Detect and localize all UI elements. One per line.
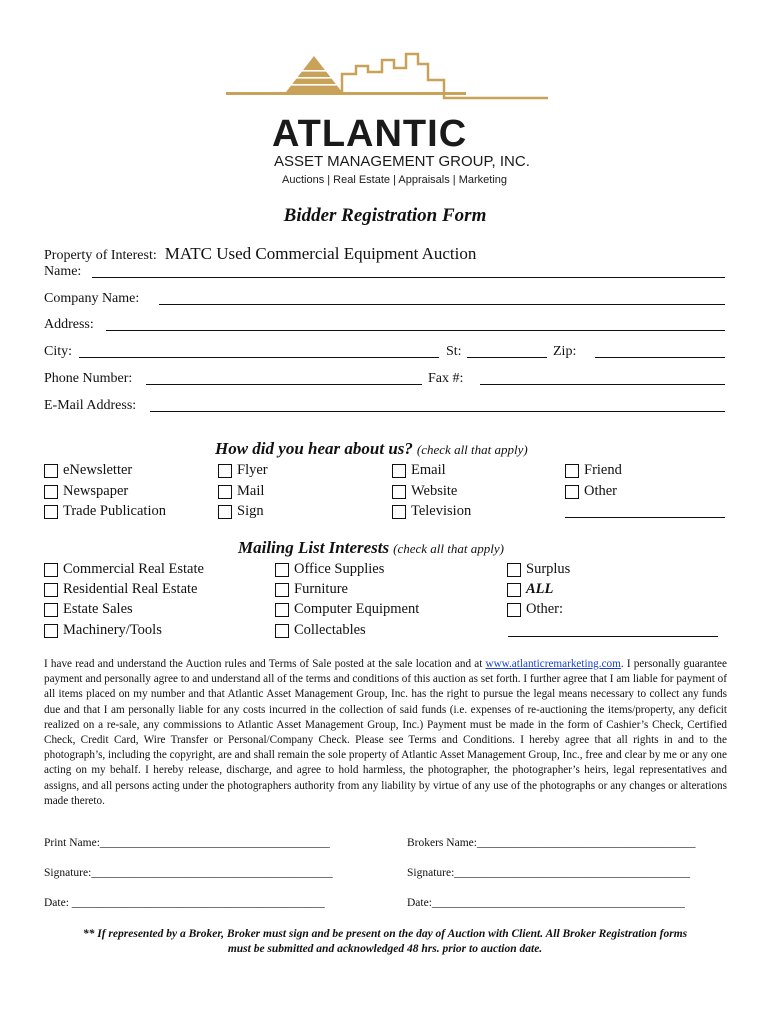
checkbox-box[interactable] bbox=[44, 624, 58, 638]
email-field[interactable] bbox=[150, 411, 725, 412]
checkbox-box[interactable] bbox=[507, 603, 521, 617]
fax-label: Fax #: bbox=[428, 371, 464, 386]
phone-field[interactable] bbox=[146, 384, 422, 385]
checkbox-box[interactable] bbox=[275, 563, 289, 577]
checkbox-other-interest[interactable] bbox=[507, 601, 563, 618]
terms-text-after: . I personally guarantee payment and personally agree to and understand all of the terms and conditions of this auction as set forth. I further agree that I am liable for payment of all items placed on my number and that Atlantic Asset Management Group, Inc. has the right to pursue the legal means necessary to collect any funds due and that I am personally liable for any costs incurred in the collection of said funds (i.e. expenses of re-auctioning the items/property, any deficit realized on a re-sale, any commissions to Atlantic Asset Management Group, Inc.) Payment must be made in the form of Cashier’s Check, Certified Check, Credit Card, Wire Transfer or Personal/Company Check. Please see Terms and Conditions. I hereby agree that all rights in and to the photograph’s, including the copyright, are and shall remain the sole property of Atlantic Asset Management Group, Inc., free and clear by me or any one acting on my behalf. I hereby release, discharge, and agree to hold harmless, the photographer, the photographer’s heirs, legal representatives and assigns, and all persons acting under the photographers authority from any liability by virtue of any use of the photographs or any changes or alterations made thereto. bbox=[44, 658, 727, 807]
hear-note: (check all that apply) bbox=[416, 442, 528, 457]
checkbox-box[interactable] bbox=[565, 485, 579, 499]
checkbox-label: Sign bbox=[237, 503, 264, 519]
checkbox-mail[interactable] bbox=[218, 483, 264, 500]
checkbox-friend[interactable] bbox=[565, 462, 622, 479]
signature-field[interactable]: Signature:__________________________________________ bbox=[44, 867, 333, 879]
checkbox-box[interactable] bbox=[275, 603, 289, 617]
checkbox-label: Other bbox=[584, 483, 618, 499]
checkbox-box[interactable] bbox=[44, 485, 58, 499]
form-title: Bidder Registration Form bbox=[283, 205, 487, 226]
checkbox-label: eNewsletter bbox=[63, 462, 133, 478]
checkbox-box[interactable] bbox=[218, 485, 232, 499]
checkbox-enewsletter[interactable] bbox=[44, 462, 132, 479]
date-field[interactable]: Date: ____________________________________________ bbox=[44, 897, 325, 909]
zip-label: Zip: bbox=[553, 344, 577, 359]
checkbox-label: Television bbox=[411, 503, 472, 519]
checkbox-computer-equipment[interactable] bbox=[275, 601, 419, 618]
address-label: Address: bbox=[44, 317, 94, 332]
checkbox-box[interactable] bbox=[44, 563, 58, 577]
hear-other-field[interactable] bbox=[565, 517, 725, 518]
hear-heading bbox=[215, 439, 528, 459]
checkbox-box[interactable] bbox=[392, 505, 406, 519]
checkbox-sign[interactable] bbox=[218, 503, 264, 520]
website-link[interactable]: www.atlanticremarketing.com bbox=[485, 658, 621, 670]
checkbox-label: Mail bbox=[237, 483, 265, 499]
checkbox-label: Website bbox=[411, 483, 458, 499]
city-label: City: bbox=[44, 344, 73, 359]
terms-paragraph bbox=[44, 657, 727, 809]
company-field[interactable] bbox=[159, 304, 725, 305]
checkbox-television[interactable] bbox=[392, 503, 471, 520]
checkbox-label: Other: bbox=[526, 601, 564, 617]
checkbox-label: Trade Publication bbox=[63, 503, 166, 519]
checkbox-machinery-tools[interactable] bbox=[44, 622, 162, 639]
checkbox-box[interactable] bbox=[275, 583, 289, 597]
checkbox-estate-sales[interactable] bbox=[44, 601, 133, 618]
st-label: St: bbox=[446, 344, 462, 359]
checkbox-surplus[interactable] bbox=[507, 561, 570, 578]
checkbox-residential-real-estate[interactable] bbox=[44, 581, 198, 598]
mailing-other-field[interactable] bbox=[508, 636, 718, 637]
logo-subtitle: ASSET MANAGEMENT GROUP, INC. bbox=[274, 153, 530, 170]
checkbox-label: Surplus bbox=[526, 561, 571, 577]
brokers-name-field[interactable]: Brokers Name:______________________________________ bbox=[407, 837, 696, 849]
checkbox-label: Office Supplies bbox=[294, 561, 385, 577]
checkbox-label: Friend bbox=[584, 462, 622, 478]
checkbox-website[interactable] bbox=[392, 483, 457, 500]
company-logo bbox=[222, 50, 552, 190]
property-value[interactable]: MATC Used Commercial Equipment Auction bbox=[164, 244, 477, 263]
broker-date-field[interactable]: Date:____________________________________________ bbox=[407, 897, 685, 909]
mailing-heading bbox=[238, 538, 504, 558]
checkbox-box[interactable] bbox=[44, 464, 58, 478]
checkbox-box[interactable] bbox=[507, 563, 521, 577]
broker-note bbox=[30, 927, 740, 957]
checkbox-label: Newspaper bbox=[63, 483, 129, 499]
checkbox-trade-publication[interactable] bbox=[44, 503, 166, 520]
checkbox-box[interactable] bbox=[392, 485, 406, 499]
checkbox-box[interactable] bbox=[507, 583, 521, 597]
checkbox-commercial-real-estate[interactable] bbox=[44, 561, 204, 578]
broker-signature-field[interactable]: Signature:_________________________________________ bbox=[407, 867, 691, 879]
checkbox-box[interactable] bbox=[44, 583, 58, 597]
hear-heading-text: How did you hear about us? bbox=[215, 439, 413, 458]
print-name-field[interactable]: Print Name:________________________________________ bbox=[44, 837, 330, 849]
checkbox-box[interactable] bbox=[44, 603, 58, 617]
phone-label: Phone Number: bbox=[44, 371, 133, 386]
mailing-note: (check all that apply) bbox=[393, 541, 504, 556]
checkbox-other[interactable] bbox=[565, 483, 617, 500]
checkbox-box[interactable] bbox=[218, 464, 232, 478]
checkbox-label: Flyer bbox=[237, 462, 268, 478]
checkbox-label: Email bbox=[411, 462, 446, 478]
zip-field[interactable] bbox=[595, 357, 725, 358]
checkbox-label: Estate Sales bbox=[63, 601, 133, 617]
checkbox-box[interactable] bbox=[218, 505, 232, 519]
checkbox-box[interactable] bbox=[565, 464, 579, 478]
checkbox-box[interactable] bbox=[44, 505, 58, 519]
company-label: Company Name: bbox=[44, 291, 140, 306]
checkbox-collectables[interactable] bbox=[275, 622, 366, 639]
logo-services: Auctions | Real Estate | Appraisals | Marketing bbox=[282, 174, 508, 186]
checkbox-box[interactable] bbox=[275, 624, 289, 638]
checkbox-label: Computer Equipment bbox=[294, 601, 420, 617]
broker-note-line2: must be submitted and acknowledged 48 hrs. prior to auction date. bbox=[227, 943, 543, 955]
name-label: Name: bbox=[44, 264, 82, 279]
checkbox-email[interactable] bbox=[392, 462, 446, 479]
property-row bbox=[44, 244, 476, 264]
email-label: E-Mail Address: bbox=[44, 398, 137, 413]
fax-field[interactable] bbox=[480, 384, 725, 385]
checkbox-box[interactable] bbox=[392, 464, 406, 478]
city-field[interactable] bbox=[79, 357, 439, 358]
address-field[interactable] bbox=[106, 330, 725, 331]
terms-text-before: I have read and understand the Auction rules and Terms of Sale posted at the sale location and at bbox=[44, 658, 486, 670]
name-field[interactable] bbox=[92, 277, 725, 278]
checkbox-label: Commercial Real Estate bbox=[63, 561, 204, 577]
skyline-pyramid-icon bbox=[222, 50, 552, 120]
checkbox-newspaper[interactable] bbox=[44, 483, 128, 500]
checkbox-label: Residential Real Estate bbox=[63, 581, 198, 597]
checkbox-furniture[interactable] bbox=[275, 581, 348, 598]
checkbox-flyer[interactable] bbox=[218, 462, 268, 479]
checkbox-label: Furniture bbox=[294, 581, 348, 597]
checkbox-label: ALL bbox=[526, 581, 554, 597]
broker-note-line1: ** If represented by a Broker, Broker must sign and be present on the day of Auction with Client. All Broker Registration forms bbox=[82, 928, 688, 940]
checkbox-office-supplies[interactable] bbox=[275, 561, 384, 578]
mailing-heading-text: Mailing List Interests bbox=[238, 538, 390, 557]
logo-name: ATLANTIC bbox=[272, 113, 468, 155]
checkbox-label: Collectables bbox=[294, 622, 366, 638]
checkbox-label: Machinery/Tools bbox=[63, 622, 162, 638]
checkbox-all[interactable] bbox=[507, 581, 553, 598]
property-label: Property of Interest: bbox=[44, 248, 157, 263]
st-field[interactable] bbox=[467, 357, 547, 358]
